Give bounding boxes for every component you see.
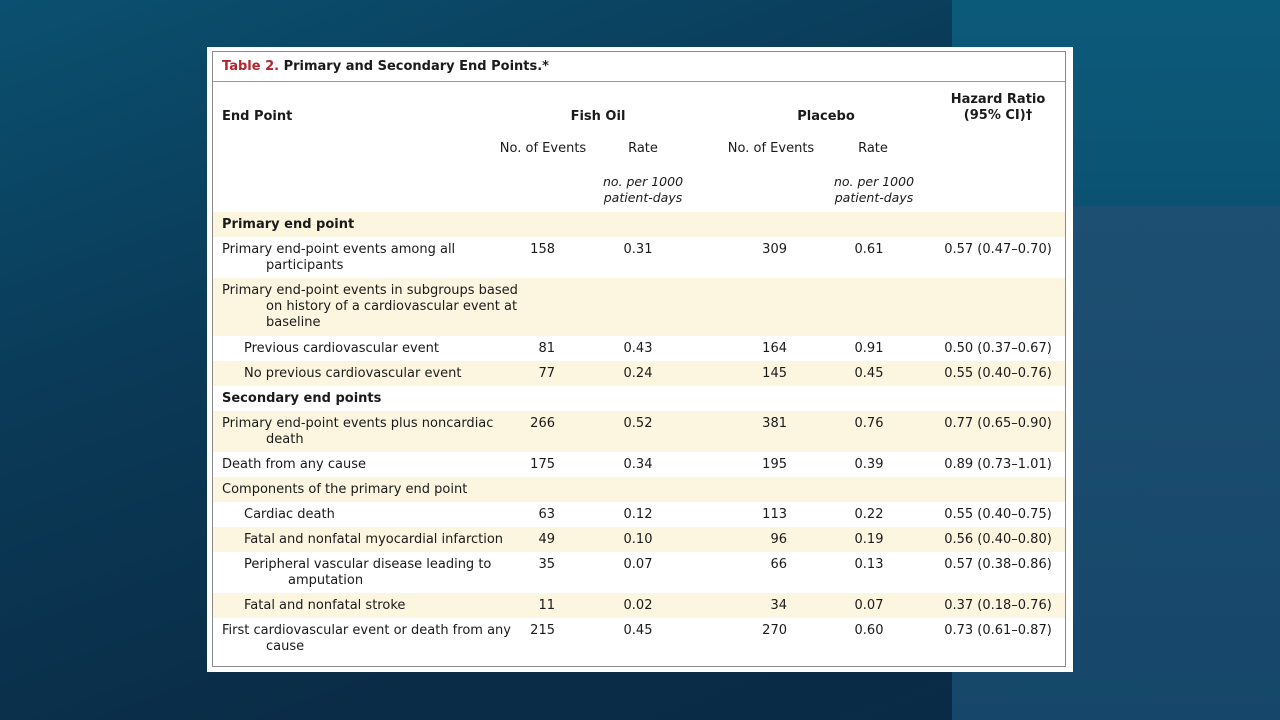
hazard-ratio: 0.56 (0.40–0.80)	[944, 532, 1052, 547]
placebo-rate: 0.13	[854, 557, 884, 572]
placebo-rate: 0.19	[854, 532, 884, 547]
table-number: Table 2.	[222, 59, 280, 74]
placebo-rate: 0.61	[854, 242, 884, 257]
placebo-events: 270	[762, 623, 787, 638]
fish-rate: 0.24	[623, 366, 653, 381]
hazard-ratio: 0.50 (0.37–0.67)	[944, 341, 1052, 356]
header-placebo-no-of-events: No. of Events	[727, 141, 815, 156]
table-row	[213, 278, 1065, 336]
table-row	[213, 386, 1065, 411]
placebo-events: 66	[770, 557, 787, 572]
table-row	[213, 212, 1065, 237]
row-label: Fatal and nonfatal stroke	[244, 598, 406, 613]
table-caption: Primary and Secondary End Points.*	[283, 59, 549, 74]
header-placebo-rate: Rate	[858, 141, 888, 156]
table-row	[213, 502, 1065, 527]
hazard-ratio: 0.57 (0.38–0.86)	[944, 557, 1052, 572]
table-row	[213, 336, 1065, 361]
row-label: Primary end-point events in subgroups based on history of a cardiovascular event at baseline	[222, 283, 518, 330]
placebo-rate: 0.07	[854, 598, 884, 613]
placebo-rate: 0.39	[854, 457, 884, 472]
placebo-rate: 0.91	[854, 341, 884, 356]
header-fish-oil: Fish Oil	[570, 109, 626, 124]
placebo-events: 195	[762, 457, 787, 472]
hazard-ratio: 0.73 (0.61–0.87)	[944, 623, 1052, 638]
row-label: Cardiac death	[244, 507, 335, 522]
row-label: Peripheral vascular disease leading to amputation	[244, 557, 492, 588]
placebo-events: 96	[770, 532, 787, 547]
header-placebo-rate-unit-line1: no. per 1000	[833, 174, 915, 189]
header-placebo-rate-unit	[829, 174, 919, 206]
header-hazard-ratio	[938, 92, 1058, 124]
placebo-rate: 0.76	[854, 416, 884, 431]
placebo-events: 381	[762, 416, 787, 431]
fish-events: 49	[538, 532, 555, 547]
fish-events: 11	[538, 598, 555, 613]
fish-rate: 0.02	[623, 598, 653, 613]
hazard-ratio: 0.37 (0.18–0.76)	[944, 598, 1052, 613]
row-label: Death from any cause	[222, 457, 366, 472]
table-row	[213, 361, 1065, 386]
row-label: Primary end-point events plus noncardiac death	[222, 416, 494, 447]
table-title	[213, 52, 1065, 82]
hazard-ratio: 0.89 (0.73–1.01)	[944, 457, 1052, 472]
header-placebo: Placebo	[797, 109, 855, 124]
fish-events: 35	[538, 557, 555, 572]
placebo-events: 113	[762, 507, 787, 522]
header-fish-rate-unit	[598, 174, 688, 206]
fish-rate: 0.31	[623, 242, 653, 257]
table-row	[213, 411, 1065, 452]
fish-rate: 0.45	[623, 623, 653, 638]
hazard-ratio: 0.55 (0.40–0.75)	[944, 507, 1052, 522]
row-label: Previous cardiovascular event	[244, 341, 440, 356]
header-hazard-ratio-line1: Hazard Ratio	[950, 92, 1046, 107]
fish-rate: 0.43	[623, 341, 653, 356]
table-row	[213, 237, 1065, 278]
table-row	[213, 477, 1065, 502]
fish-events: 158	[530, 242, 555, 257]
header-fish-rate-unit-line2: patient-days	[603, 190, 683, 205]
table-row	[213, 527, 1065, 552]
slide-card	[207, 47, 1073, 672]
header-placebo-rate-unit-line2: patient-days	[834, 190, 914, 205]
fish-rate: 0.10	[623, 532, 653, 547]
placebo-events: 34	[770, 598, 787, 613]
fish-events: 215	[530, 623, 555, 638]
placebo-events: 309	[762, 242, 787, 257]
table-row	[213, 452, 1065, 477]
table-row	[213, 618, 1065, 660]
fish-rate: 0.12	[623, 507, 653, 522]
row-label: Fatal and nonfatal myocardial infarction	[244, 532, 504, 547]
row-label: Primary end-point events among all participants	[222, 242, 456, 273]
row-label: Components of the primary end point	[222, 482, 468, 497]
placebo-events: 145	[762, 366, 787, 381]
fish-rate: 0.07	[623, 557, 653, 572]
placebo-rate: 0.45	[854, 366, 884, 381]
fish-events: 81	[538, 341, 555, 356]
table-row	[213, 552, 1065, 593]
row-label: No previous cardiovascular event	[244, 366, 462, 381]
placebo-rate: 0.22	[854, 507, 884, 522]
table-row	[213, 593, 1065, 618]
fish-events: 266	[530, 416, 555, 431]
header-hazard-ratio-line2: (95% CI)†	[963, 108, 1033, 123]
section-heading: Secondary end points	[222, 391, 382, 406]
fish-events: 175	[530, 457, 555, 472]
row-label: First cardiovascular event or death from any cause	[222, 623, 511, 654]
placebo-events: 164	[762, 341, 787, 356]
placebo-rate: 0.60	[854, 623, 884, 638]
endpoints-table	[212, 51, 1066, 667]
section-heading: Primary end point	[222, 217, 355, 232]
fish-events: 63	[538, 507, 555, 522]
header-fish-rate: Rate	[628, 141, 658, 156]
hazard-ratio: 0.57 (0.47–0.70)	[944, 242, 1052, 257]
header-fish-rate-unit-line1: no. per 1000	[602, 174, 684, 189]
fish-rate: 0.52	[623, 416, 653, 431]
header-fish-no-of-events: No. of Events	[499, 141, 587, 156]
fish-rate: 0.34	[623, 457, 653, 472]
hazard-ratio: 0.77 (0.65–0.90)	[944, 416, 1052, 431]
hazard-ratio: 0.55 (0.40–0.76)	[944, 366, 1052, 381]
fish-events: 77	[538, 366, 555, 381]
header-end-point: End Point	[222, 109, 293, 124]
